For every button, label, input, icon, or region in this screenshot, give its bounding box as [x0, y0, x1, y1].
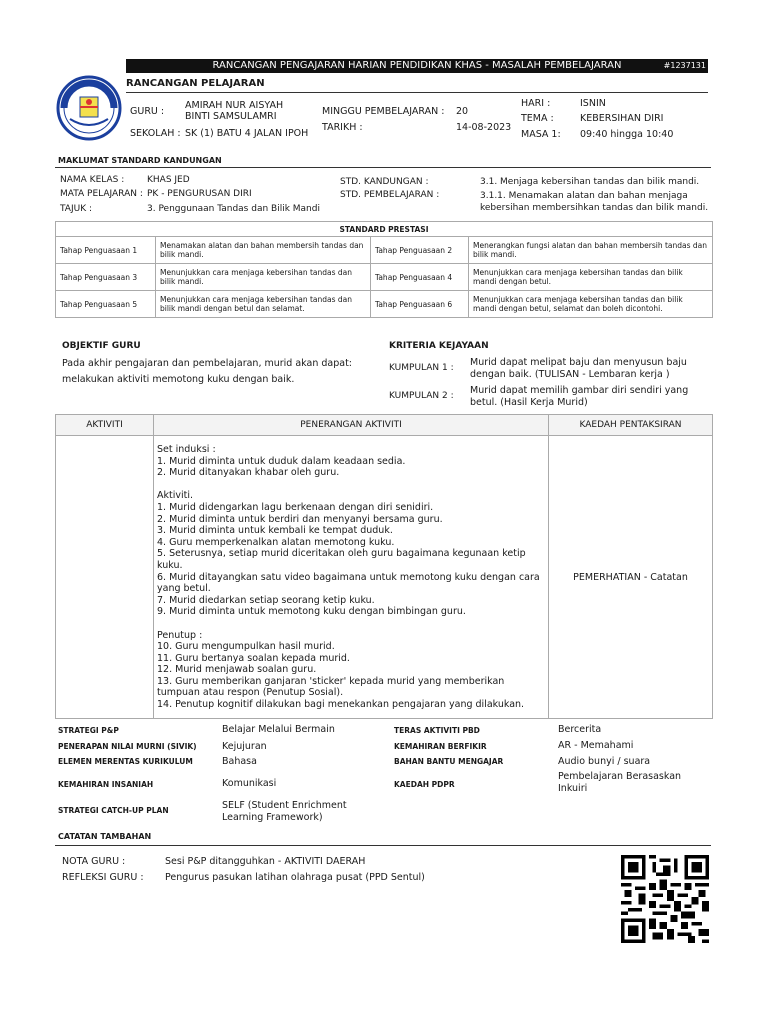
sp-value-line: 3.1.1. Menamakan alatan dan bahan menjaga [480, 191, 688, 201]
table-row [56, 436, 713, 719]
standard-prestasi-table [55, 221, 713, 318]
teras-label: TERAS AKTIVITI PBD [394, 726, 480, 735]
sekolah-label: SEKOLAH : [130, 128, 181, 139]
aktiviti-table [55, 414, 713, 719]
guru-value-line: AMIRAH NUR AISYAH [185, 100, 284, 111]
pentaksiran-cell: PEMERHATIAN - Catatan [549, 436, 713, 719]
objektif-line: Pada akhir pengajaran dan pembelajaran, murid akan dapat: [62, 358, 353, 369]
col-penerangan: PENERANGAN AKTIVITI [154, 415, 549, 436]
minggu-value: 20 [456, 106, 469, 117]
table-row [56, 237, 713, 264]
tarikh-value: 14-08-2023 [456, 122, 512, 133]
objektif-text [62, 356, 352, 388]
guru-value-line: BINTI SAMSULAMRI [185, 111, 277, 122]
minggu-label: MINGGU PEMBELAJARAN : [322, 106, 445, 117]
tajuk-label: TAJUK : [60, 204, 92, 214]
bbm-label: BAHAN BANTU MENGAJAR [394, 757, 504, 766]
school-logo-icon [56, 75, 122, 141]
k2-line: betul. (Hasil Kerja Murid) [470, 397, 588, 408]
tahap-desc: Menerangkan fungsi alatan dan bahan membersih tandas dan bilik mandi. [469, 237, 713, 264]
tajuk-value: 3. Penggunaan Tandas dan Bilik Mandi [147, 204, 320, 214]
tahap-desc: Menunjukkan cara menjaga kebersihan tandas dan bilik mandi dengan betul dan selamat. [156, 291, 371, 318]
tahap-label: Tahap Penguasaan 1 [56, 237, 156, 264]
catchup-label: STRATEGI CATCH-UP PLAN [58, 806, 169, 815]
table-row [56, 291, 713, 318]
sp-label: STD. PEMBELAJARAN : [340, 190, 440, 200]
hari-label: HARI : [521, 98, 551, 109]
berfikir-label: KEMAHIRAN BERFIKIR [394, 742, 487, 751]
tahap-desc: Menunjukkan cara menjaga kebersihan tandas dan bilik mandi dengan betul. [469, 264, 713, 291]
nilai-label: PENERAPAN NILAI MURNI (SIVIK) [58, 742, 197, 751]
tahap-desc: Menamakan alatan dan bahan membersih tandas dan bilik mandi. [156, 237, 371, 264]
tema-label: TEMA : [521, 113, 554, 124]
objektif-title: OBJEKTIF GURU [62, 341, 141, 351]
document-id: #1237131 [662, 59, 708, 73]
penerangan-text: Set induksi : 1. Murid diminta untuk duduk dalam keadaan sedia. 2. Murid ditanyakan khabar oleh guru. Aktiviti. 1. Murid didengarkan lagu berkenaan dengan diri senidiri. 2. Murid diminta untuk berdiri dan menyanyi bersama guru. 3. Murid diminta untuk kembali ke tempat duduk. 4. Guru memperkenalkan alatan memotong kuku. 5. Seterusnya, setiap murid diceritakan oleh guru bagaimana kegunaan ketip kuku. 6. Murid ditayangkan satu video bagaimana untuk memotong kuku dengan cara yang betul. 7. Murid diedarkan setiap seorang ketip kuku. 9. Murid diminta untuk memotong kuku dengan bimbingan guru. Penutup : 10. Guru mengumpulkan hasil murid. 11. Guru bertanya soalan kepada murid. 12. Murid menjawab soalan guru. 13. Guru memberikan ganjaran 'sticker' kepada murid yang memberikan tumpuan atau respon (Penutup Sosial). 14. Penutup kognitif dilakukan bagi menekankan pengajaran yang dilakukan. [157, 444, 540, 711]
strategi-label: STRATEGI P&P [58, 726, 119, 735]
tahap-desc: Menunjukkan cara menjaga kebersihan tandas dan bilik mandi dengan betul, selamat dan boleh dicontohi. [469, 291, 713, 318]
tahap-label: Tahap Penguasaan 5 [56, 291, 156, 318]
tahap-label: Tahap Penguasaan 4 [371, 264, 469, 291]
kelas-label: NAMA KELAS : [60, 175, 125, 185]
refleksi-value: Pengurus pasukan latihan olahraga pusat (PPD Sentul) [165, 872, 425, 883]
catchup-value [222, 800, 347, 824]
sp-value [480, 190, 708, 214]
nota-value: Sesi P&P ditangguhkan - AKTIVITI DAERAH [165, 856, 366, 867]
k2-label: KUMPULAN 2 : [389, 391, 454, 401]
nilai-value: Kejujuran [222, 741, 267, 752]
catchup-line: Learning Framework) [222, 812, 323, 823]
insaniah-value: Komunikasi [222, 778, 277, 789]
page-title: RANCANGAN PELAJARAN [126, 78, 265, 89]
guru-value [185, 100, 283, 122]
emk-value: Bahasa [222, 756, 257, 767]
kriteria-title: KRITERIA KEJAYAAN [389, 341, 489, 351]
k2-value [470, 385, 688, 409]
k1-label: KUMPULAN 1 : [389, 363, 454, 373]
refleksi-label: REFLEKSI GURU : [62, 872, 144, 883]
sekolah-value: SK (1) BATU 4 JALAN IPOH [185, 128, 309, 139]
k1-value [470, 357, 687, 381]
nota-label: NOTA GURU : [62, 856, 126, 867]
qr-code-icon [621, 855, 709, 943]
masa-value: 09:40 hingga 10:40 [580, 129, 674, 140]
mp-value: PK - PENGURUSAN DIRI [147, 189, 252, 199]
col-pentaksiran: KAEDAH PENTAKSIRAN [549, 415, 713, 436]
kelas-value: KHAS JED [147, 175, 190, 185]
catchup-line: SELF (Student Enrichment [222, 800, 347, 811]
k1-line: dengan baik. (TULISAN - Lembaran kerja ) [470, 369, 670, 380]
sk-label: STD. KANDUNGAN : [340, 177, 429, 187]
sk-value: 3.1. Menjaga kebersihan tandas dan bilik mandi. [480, 177, 700, 187]
pdpr-line: Pembelajaran Berasaskan [558, 771, 682, 782]
document-banner: RANCANGAN PENGAJARAN HARIAN PENDIDIKAN KHAS - MASALAH PEMBELAJARAN [126, 59, 708, 73]
masa-label: MASA 1: [521, 129, 561, 140]
tema-value: KEBERSIHAN DIRI [580, 113, 664, 124]
emk-label: ELEMEN MERENTAS KURIKULUM [58, 757, 193, 766]
hari-value: ISNIN [580, 98, 606, 109]
tahap-label: Tahap Penguasaan 3 [56, 264, 156, 291]
berfikir-value: AR - Memahami [558, 740, 634, 751]
objektif-line: melakukan aktiviti memotong kuku dengan baik. [62, 374, 295, 385]
strategi-value: Belajar Melalui Bermain [222, 724, 335, 735]
tahap-label: Tahap Penguasaan 6 [371, 291, 469, 318]
pdpr-label: KAEDAH PDPR [394, 780, 455, 789]
tahap-desc: Menunjukkan cara menjaga kebersihan tandas dan bilik mandi. [156, 264, 371, 291]
catatan-title: CATATAN TAMBAHAN [58, 832, 152, 841]
aktiviti-cell [56, 436, 154, 719]
mp-label: MATA PELAJARAN : [60, 189, 143, 199]
tahap-label: Tahap Penguasaan 2 [371, 237, 469, 264]
k1-line: Murid dapat melipat baju dan menyusun baju [470, 357, 687, 368]
teras-value: Bercerita [558, 724, 602, 735]
penerangan-cell [154, 436, 549, 719]
prestasi-title: STANDARD PRESTASI [56, 222, 713, 237]
pdpr-line: Inkuiri [558, 783, 588, 794]
table-row [56, 264, 713, 291]
guru-label: GURU : [130, 106, 165, 117]
bbm-value: Audio bunyi / suara [558, 756, 651, 767]
section-title-standard: MAKLUMAT STANDARD KANDUNGAN [58, 156, 222, 165]
k2-line: Murid dapat memilih gambar diri sendiri yang [470, 385, 689, 396]
insaniah-label: KEMAHIRAN INSANIAH [58, 780, 154, 789]
sp-value-line: kebersihan membersihkan tandas dan bilik mandi. [480, 203, 709, 213]
col-aktiviti: AKTIVITI [56, 415, 154, 436]
tarikh-label: TARIKH : [322, 122, 363, 133]
pdpr-value [558, 771, 681, 795]
